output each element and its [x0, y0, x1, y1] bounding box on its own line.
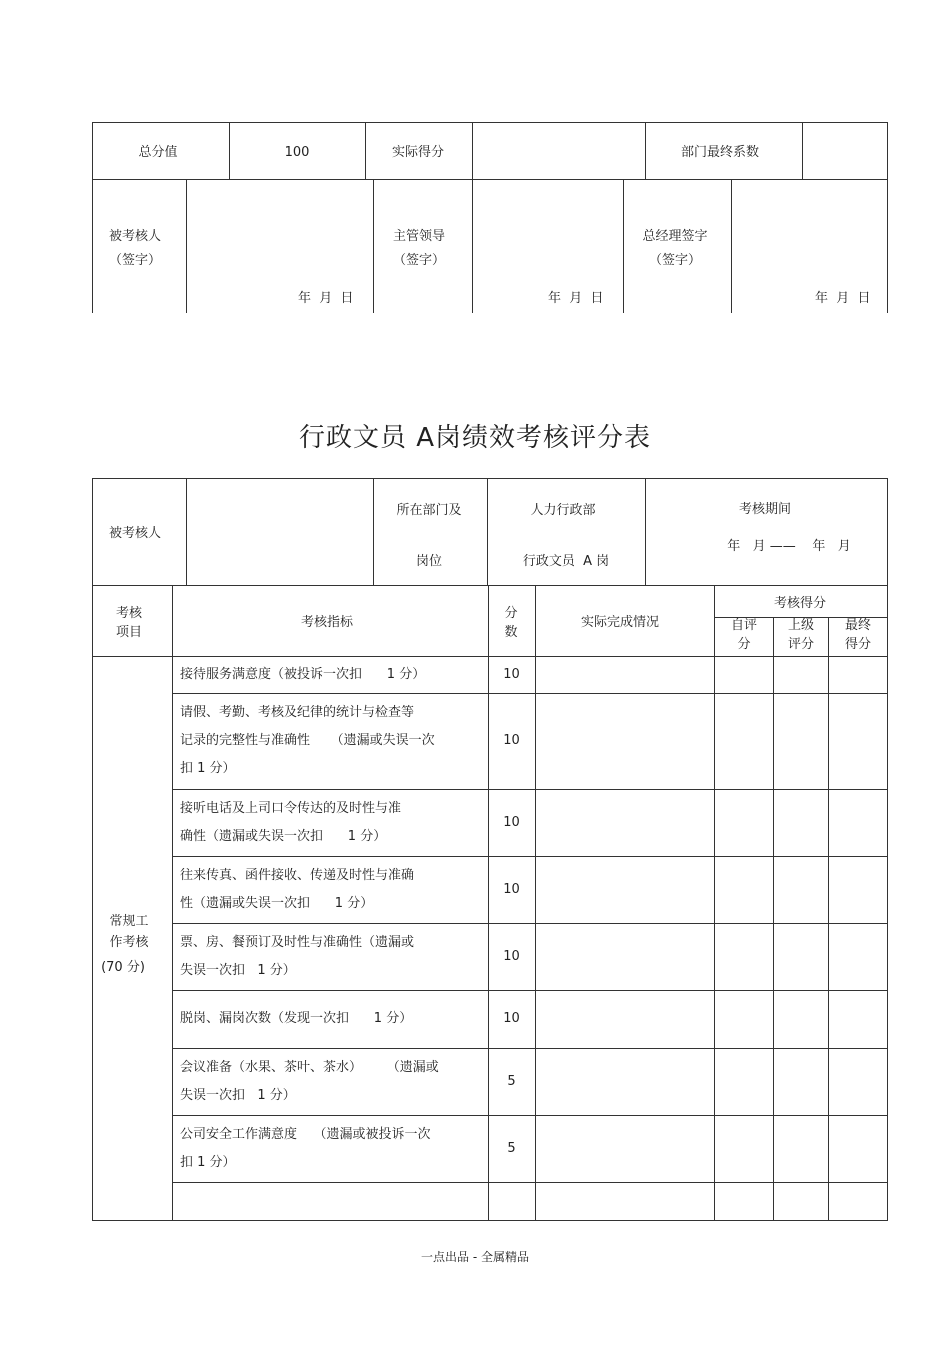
self-score-cell[interactable] — [715, 1116, 772, 1182]
indicator-line: 失误一次扣 1 分） — [180, 1087, 296, 1103]
superior-score-cell[interactable] — [774, 694, 827, 789]
header-completion: 实际完成情况 — [580, 615, 660, 630]
completion-cell[interactable] — [536, 1049, 713, 1115]
gm-sign-label: 总经理签字 — [642, 229, 708, 244]
table-border — [472, 122, 473, 313]
indicator-line: 性（遗漏或失误一次扣 1 分） — [180, 895, 374, 911]
final-score-cell[interactable] — [829, 657, 886, 693]
dept-post-label-2: 岗位 — [415, 554, 443, 569]
category-label: 常规工 — [109, 914, 149, 929]
completion-cell[interactable] — [536, 1183, 713, 1220]
dept-post-label: 所在部门及 — [396, 503, 462, 518]
indicator-line: 接待服务满意度（被投诉一次扣 1 分） — [180, 666, 426, 682]
table-border — [92, 478, 93, 1220]
table-border — [645, 122, 646, 179]
self-score-cell[interactable] — [715, 924, 772, 990]
indicator-line: 票、房、餐预订及时性与准确性（遗漏或 — [180, 934, 415, 950]
table-border — [645, 478, 646, 585]
completion-cell[interactable] — [536, 657, 713, 693]
header-points-2: 数 — [504, 625, 518, 640]
completion-cell[interactable] — [536, 857, 713, 923]
table-border — [802, 122, 803, 179]
indicator-text — [180, 1115, 485, 1182]
indicator-text — [180, 1182, 485, 1220]
indicator-line: 请假、考勤、考核及纪律的统计与检查等 — [180, 705, 415, 720]
indicator-line: 往来传真、函件接收、传递及时性与准确 — [180, 867, 415, 883]
points-cell: 5 — [507, 1140, 516, 1156]
table-border — [887, 122, 888, 313]
table-border — [887, 478, 888, 1220]
category-points: (70 分) — [101, 960, 145, 975]
header-final-score-2: 得分 — [844, 637, 872, 652]
category-label-2: 作考核 — [109, 935, 149, 950]
final-score-cell[interactable] — [829, 1116, 886, 1182]
dept-coefficient-label: 部门最终系数 — [680, 145, 760, 160]
table-border — [92, 179, 888, 180]
total-score-label: 总分值 — [138, 145, 178, 160]
footer-text: 一点出品 - 全属精品 — [421, 1250, 529, 1264]
dept-value: 人力行政部 — [530, 503, 596, 518]
superior-score-cell[interactable] — [774, 1116, 827, 1182]
final-score-cell[interactable] — [829, 991, 886, 1048]
assessee-name-field[interactable] — [188, 480, 372, 584]
points-cell — [489, 1182, 534, 1220]
indicator-line: 确性（遗漏或失误一次扣 1 分） — [180, 828, 387, 844]
final-score-cell[interactable] — [829, 694, 886, 789]
table-border — [92, 122, 93, 313]
indicator-line: 公司安全工作满意度 （遗漏或被投诉一次 — [180, 1126, 431, 1142]
assessee-label: 被考核人 — [108, 526, 162, 541]
self-score-cell[interactable] — [715, 991, 772, 1048]
superior-score-cell[interactable] — [774, 657, 827, 693]
actual-score-label: 实际得分 — [391, 145, 445, 160]
final-score-cell[interactable] — [829, 1183, 886, 1220]
superior-score-cell[interactable] — [774, 991, 827, 1048]
table-border — [92, 1220, 888, 1221]
indicator-text — [180, 856, 485, 923]
header-superior-score: 上级 — [787, 618, 815, 633]
self-score-cell[interactable] — [715, 857, 772, 923]
indicator-text — [180, 923, 485, 990]
post-value: 行政文员 A 岗 — [522, 554, 610, 569]
self-score-cell[interactable] — [715, 790, 772, 856]
total-score-value: 100 — [284, 145, 310, 160]
indicator-text — [180, 1048, 485, 1115]
superior-score-cell[interactable] — [774, 857, 827, 923]
indicator-line: 扣 1 分） — [180, 1154, 236, 1170]
table-border — [623, 179, 624, 313]
indicator-text — [180, 990, 485, 1048]
points-cell: 10 — [503, 666, 520, 682]
indicator-text — [180, 789, 485, 856]
header-score-group: 考核得分 — [773, 596, 827, 611]
table-border — [172, 585, 173, 1220]
completion-cell[interactable] — [536, 1116, 713, 1182]
points-cell: 10 — [503, 1011, 520, 1026]
gm-sign-date[interactable]: 年 月 日 — [815, 291, 871, 306]
self-score-cell[interactable] — [715, 1049, 772, 1115]
period-label: 考核期间 — [738, 502, 792, 517]
completion-cell[interactable] — [536, 924, 713, 990]
header-item: 考核 — [115, 606, 143, 621]
final-score-cell[interactable] — [829, 1049, 886, 1115]
indicator-line: 接听电话及上司口令传达的及时性与准 — [180, 800, 402, 816]
completion-cell[interactable] — [536, 790, 713, 856]
self-score-cell[interactable] — [715, 657, 772, 693]
assessee-sign-date[interactable]: 年 月 日 — [298, 291, 354, 306]
table-border — [186, 179, 187, 313]
indicator-line: 记录的完整性与准确性 （遗漏或失误一次 — [180, 733, 435, 748]
indicator-text — [180, 656, 485, 693]
period-value[interactable]: 年 月 —— 年 月 — [727, 539, 851, 554]
header-self-score-2: 分 — [737, 637, 751, 652]
page-title: 行政文员 A岗绩效考核评分表 — [298, 423, 652, 453]
header-indicator: 考核指标 — [300, 615, 354, 630]
indicator-line: 失误一次扣 1 分） — [180, 962, 296, 978]
points-cell: 10 — [503, 881, 520, 897]
self-score-cell[interactable] — [715, 1183, 772, 1220]
self-score-cell[interactable] — [715, 694, 772, 789]
table-border — [365, 122, 366, 179]
header-item-2: 项目 — [115, 625, 143, 640]
supervisor-sign-date[interactable]: 年 月 日 — [548, 291, 604, 306]
header-self-score: 自评 — [730, 618, 758, 633]
table-border — [186, 478, 187, 585]
superior-score-cell[interactable] — [774, 924, 827, 990]
supervisor-sign-note: （签字） — [392, 253, 446, 268]
points-cell: 10 — [503, 814, 520, 830]
points-cell: 5 — [507, 1073, 516, 1089]
completion-cell[interactable] — [536, 991, 713, 1048]
superior-score-cell[interactable] — [774, 790, 827, 856]
header-points: 分 — [504, 606, 518, 621]
table-border — [92, 585, 888, 586]
table-border — [92, 478, 888, 479]
supervisor-sign-label: 主管领导 — [392, 229, 446, 244]
table-border — [373, 478, 374, 585]
final-score-cell[interactable] — [829, 924, 886, 990]
indicator-line: 扣 1 分） — [180, 761, 236, 776]
completion-cell[interactable] — [536, 694, 713, 789]
table-border — [487, 478, 488, 585]
superior-score-cell[interactable] — [774, 1049, 827, 1115]
points-cell: 10 — [503, 948, 520, 964]
table-border — [229, 122, 230, 179]
table-border — [92, 122, 888, 123]
final-score-cell[interactable] — [829, 790, 886, 856]
table-border — [731, 179, 732, 313]
header-final-score: 最终 — [844, 618, 872, 633]
table-border — [373, 179, 374, 313]
indicator-text — [180, 693, 485, 789]
gm-sign-note: （签字） — [648, 253, 702, 268]
indicator-line: 脱岗、漏岗次数（发现一次扣 1 分） — [180, 1011, 413, 1026]
indicator-line: 会议准备（水果、茶叶、茶水） （遗漏或 — [180, 1059, 439, 1075]
header-superior-score-2: 评分 — [787, 637, 815, 652]
assessee-sign-label: 被考核人 — [108, 229, 162, 244]
points-cell: 10 — [503, 733, 520, 748]
final-score-cell[interactable] — [829, 857, 886, 923]
assessee-sign-note: （签字） — [108, 253, 162, 268]
superior-score-cell[interactable] — [774, 1183, 827, 1220]
